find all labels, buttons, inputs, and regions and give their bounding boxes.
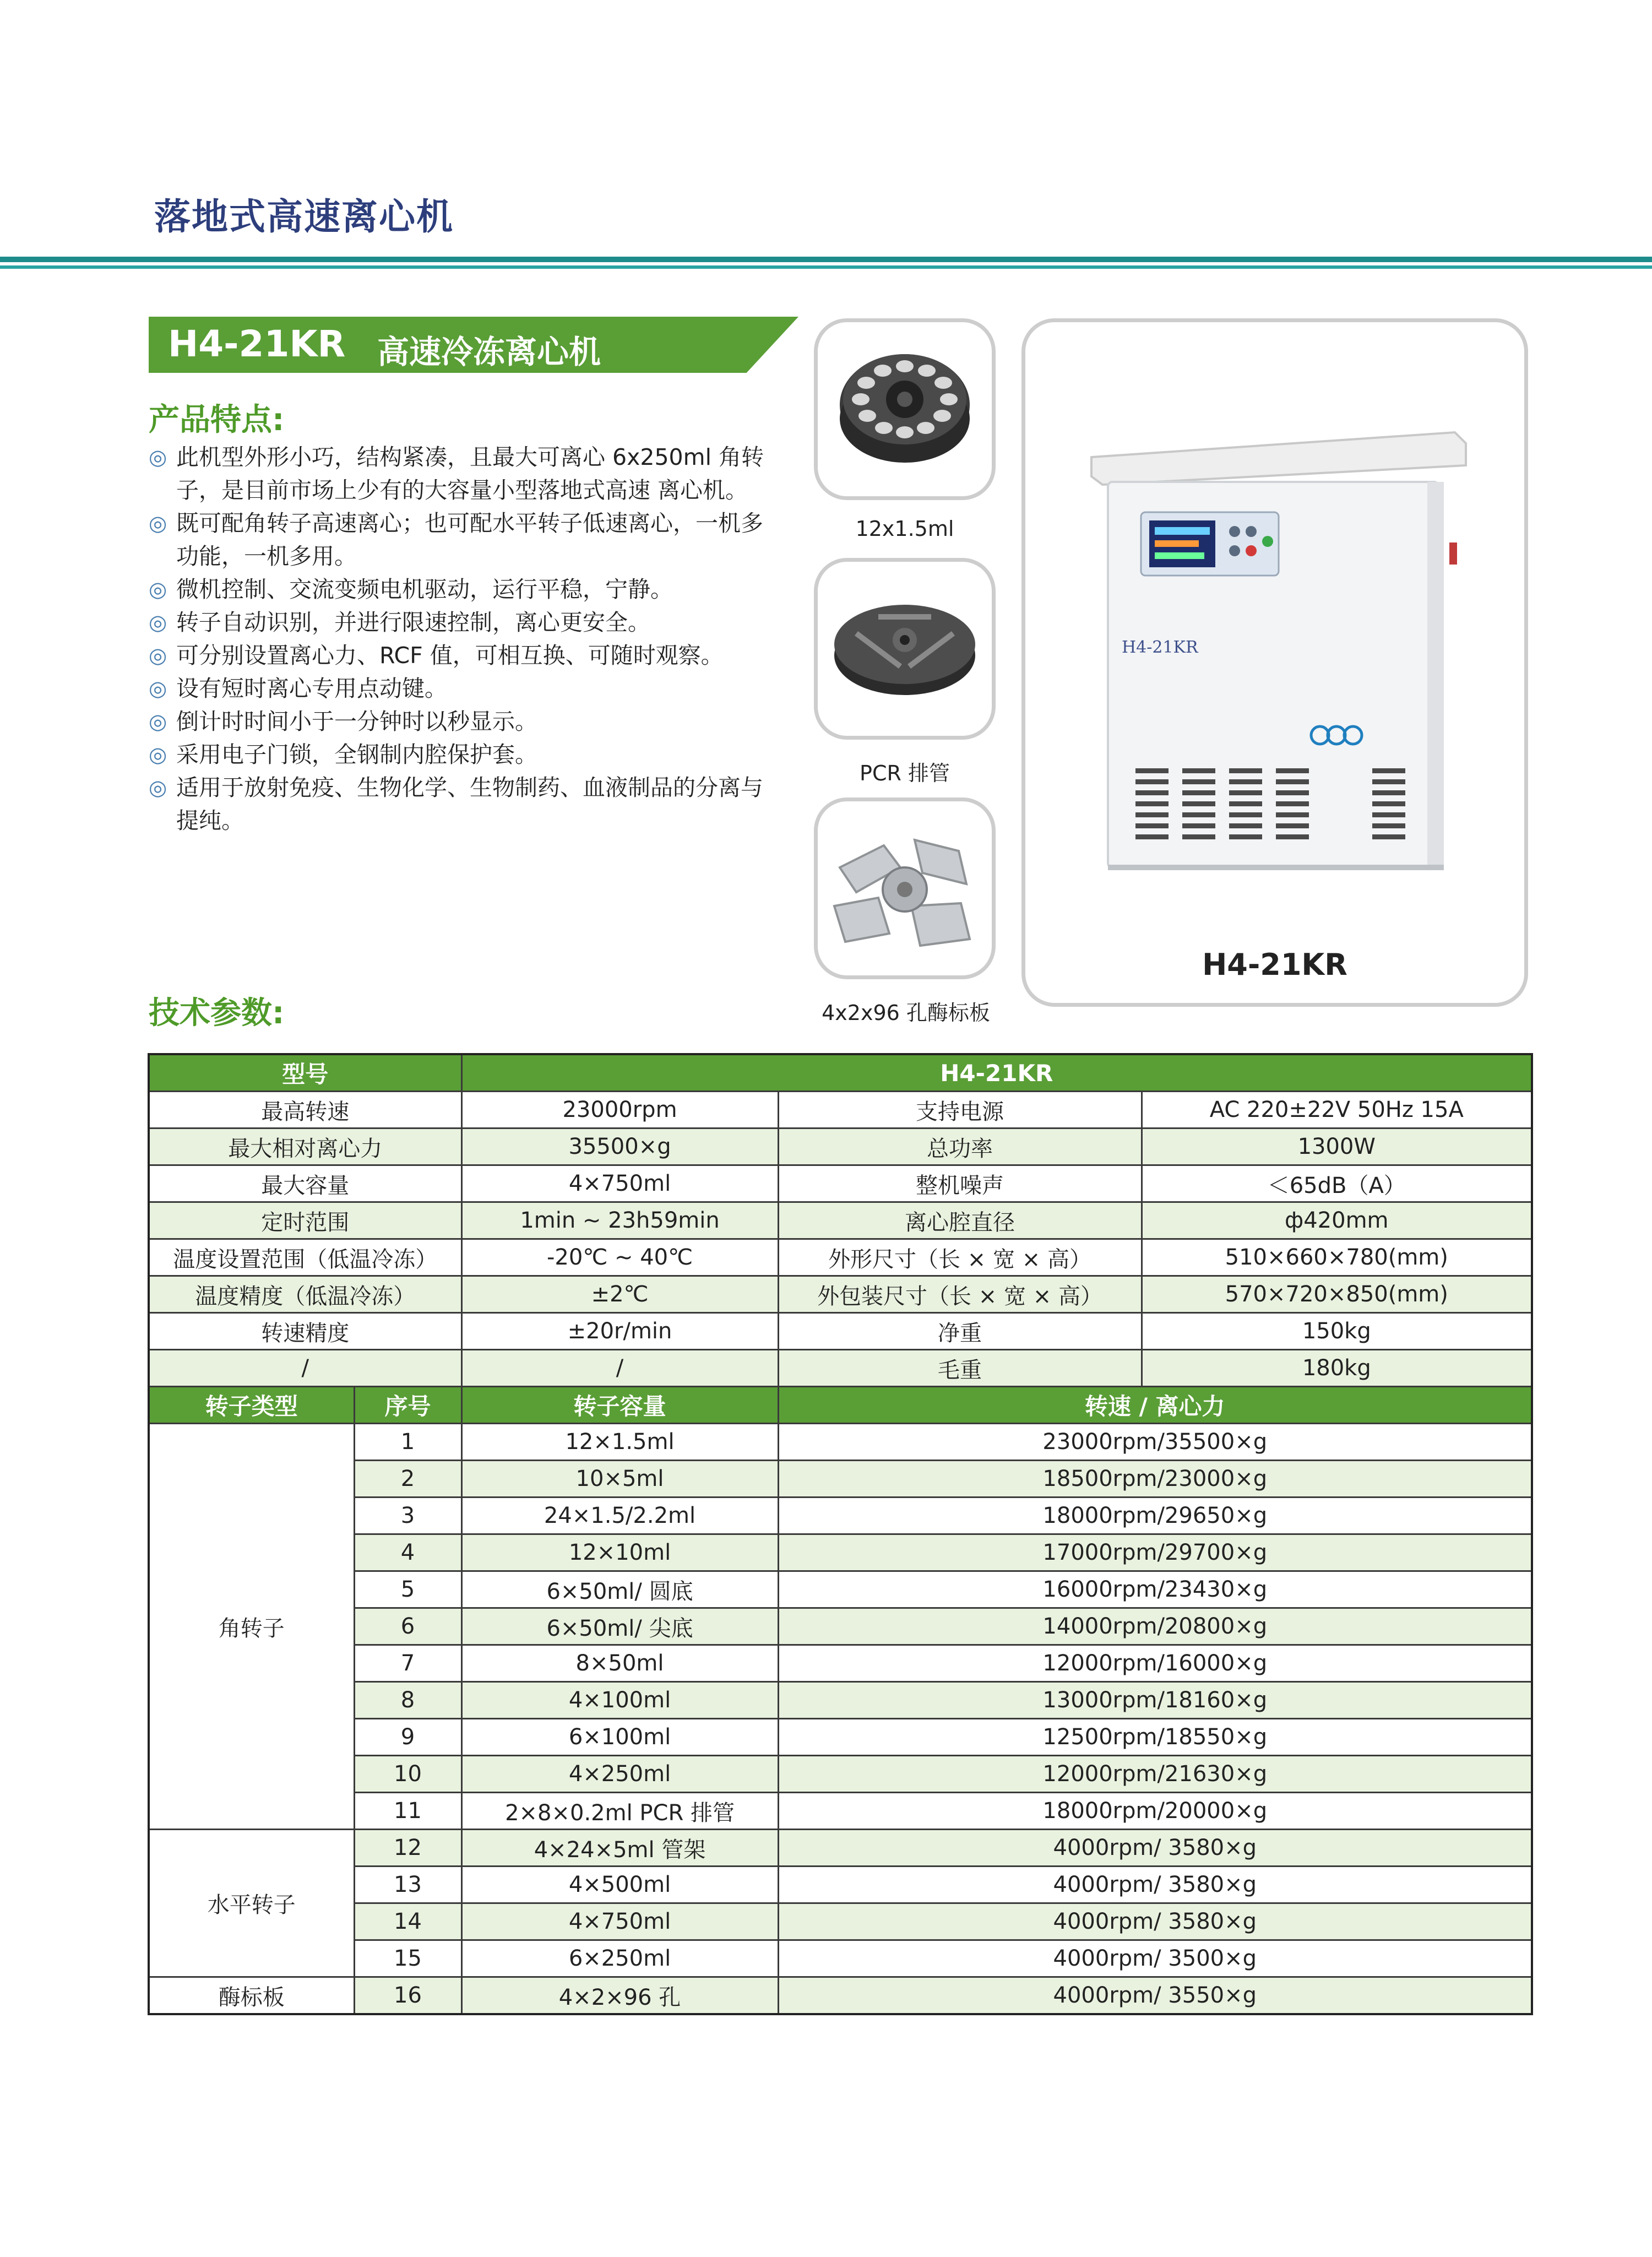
rotor-index: 1 (354, 1424, 461, 1461)
feature-item (149, 606, 776, 639)
bullet-icon: ◎ (149, 577, 167, 601)
table-header-row (149, 1054, 1532, 1092)
bullet-icon: ◎ (149, 775, 167, 800)
feature-text: 可分别设置离心力、RCF 值，可相互换、可随时观察。 (176, 642, 724, 669)
spec-value: ±2℃ (461, 1276, 778, 1313)
rotor-index: 7 (354, 1645, 461, 1682)
spec-value: ＜65dB（A） (1142, 1165, 1532, 1202)
spec-label: 毛重 (778, 1350, 1142, 1387)
bullet-icon: ◎ (149, 643, 167, 668)
tech-heading: 技术参数: (149, 995, 285, 1031)
rotor-row (149, 1977, 1532, 2015)
feature-item (149, 507, 776, 573)
rotor-index: 8 (354, 1682, 461, 1719)
rotor-capacity: 6×100ml (461, 1719, 778, 1756)
rotor-index: 13 (354, 1867, 461, 1903)
rotor-header-cell: 转速 / 离心力 (778, 1387, 1532, 1424)
spec-row (149, 1092, 1532, 1128)
spec-value: 180kg (1142, 1350, 1532, 1387)
spec-row (149, 1239, 1532, 1276)
spec-value: ±20r/min (461, 1313, 778, 1350)
rotor-speed: 12500rpm/18550×g (778, 1719, 1532, 1756)
rotor-speed: 18000rpm/29650×g (778, 1498, 1532, 1534)
rotor-speed: 4000rpm/ 3550×g (778, 1977, 1532, 2015)
spec-row (149, 1350, 1532, 1387)
angle-rotor-icon (818, 322, 992, 496)
rotor-capacity: 2×8×0.2ml PCR 排管 (461, 1793, 778, 1830)
rotor-type-cell: 角转子 (149, 1424, 354, 1830)
spec-label: 定时范围 (149, 1202, 461, 1239)
rotor-row (149, 1793, 1532, 1830)
spec-table (148, 1053, 1531, 2015)
spec-label: 温度设置范围（低温冷冻） (149, 1239, 461, 1276)
spec-label: 最大容量 (149, 1165, 461, 1202)
rotor-row (149, 1645, 1532, 1682)
feature-item (149, 573, 776, 606)
features-heading: 产品特点: (149, 402, 285, 438)
rotor-speed: 13000rpm/18160×g (778, 1682, 1532, 1719)
rotor-type-cell: 酶标板 (149, 1977, 354, 2015)
rotor-header-cell: 转子容量 (461, 1387, 778, 1424)
rotor-index: 3 (354, 1498, 461, 1534)
rotor-row (149, 1903, 1532, 1940)
rotor-capacity: 4×100ml (461, 1682, 778, 1719)
rotor-row (149, 1940, 1532, 1977)
spec-row (149, 1202, 1532, 1239)
feature-text: 微机控制、交流变频电机驱动，运行平稳，宁静。 (176, 576, 673, 603)
centrifuge-illustration (1025, 322, 1524, 1003)
rotor-header-cell: 转子类型 (149, 1387, 354, 1424)
product-caption: H4-21KR (1202, 947, 1347, 982)
spec-value: AC 220±22V 50Hz 15A (1142, 1092, 1532, 1128)
rotor-speed: 17000rpm/29700×g (778, 1534, 1532, 1571)
plate-rotor-icon (818, 801, 992, 975)
spec-value: ф420mm (1142, 1202, 1532, 1239)
feature-text: 转子自动识别，并进行限速控制，离心更安全。 (176, 609, 650, 636)
feature-item (149, 672, 776, 705)
rotor-row (149, 1534, 1532, 1571)
rotor-capacity: 24×1.5/2.2ml (461, 1498, 778, 1534)
rotor-type-cell: 水平转子 (149, 1830, 354, 1977)
rotor-capacity: 6×250ml (461, 1940, 778, 1977)
rotor-capacity: 4×24×5ml 管架 (461, 1830, 778, 1867)
rotor-speed: 4000rpm/ 3580×g (778, 1867, 1532, 1903)
rotor-row (149, 1461, 1532, 1498)
spec-label: / (149, 1350, 461, 1387)
rotor-capacity: 8×50ml (461, 1645, 778, 1682)
bullet-icon: ◎ (149, 610, 167, 634)
model-value-cell: H4-21KR (461, 1054, 1532, 1092)
rotor-row (149, 1571, 1532, 1608)
header-rule-thin (0, 265, 1652, 269)
feature-text: 倒计时时间小于一分钟时以秒显示。 (176, 708, 537, 735)
bullet-icon: ◎ (149, 676, 167, 701)
rotor-speed: 18500rpm/23000×g (778, 1461, 1532, 1498)
rotor-index: 5 (354, 1571, 461, 1608)
rotor-row (149, 1830, 1532, 1867)
rotor-capacity: 4×750ml (461, 1903, 778, 1940)
rotor-capacity: 12×10ml (461, 1534, 778, 1571)
rotor-row (149, 1498, 1532, 1534)
rotor-header-row (149, 1387, 1532, 1424)
rotor-capacity: 4×2×96 孔 (461, 1977, 778, 2015)
spec-row (149, 1313, 1532, 1350)
rotor-header-cell: 序号 (354, 1387, 461, 1424)
thumbnail-caption: 12x1.5ml (855, 517, 954, 541)
pcr-rotor-thumbnail (814, 558, 996, 740)
spec-row (149, 1165, 1532, 1202)
spec-value: 570×720×850(mm) (1142, 1276, 1532, 1313)
plate-rotor-thumbnail (814, 797, 996, 979)
spec-value: -20℃ ~ 40℃ (461, 1239, 778, 1276)
rotor-capacity: 12×1.5ml (461, 1424, 778, 1461)
rotor-row (149, 1867, 1532, 1903)
feature-text: 此机型外形小巧，结构紧凑，且最大可离心 6x250ml 角转子，是目前市场上少有的大容量小型落地式高速 离心机。 (176, 444, 764, 503)
feature-item (149, 441, 776, 507)
feature-item (149, 738, 776, 771)
spec-label: 外包装尺寸（长 × 宽 × 高） (778, 1276, 1142, 1313)
spec-value: 4×750ml (461, 1165, 778, 1202)
spec-row (149, 1276, 1532, 1313)
spec-label: 净重 (778, 1313, 1142, 1350)
banner-product-name: 高速冷冻离心机 (377, 333, 601, 371)
spec-label: 整机噪声 (778, 1165, 1142, 1202)
angle-rotor-thumbnail (814, 318, 996, 500)
rotor-speed: 4000rpm/ 3500×g (778, 1940, 1532, 1977)
rotor-index: 15 (354, 1940, 461, 1977)
spec-label: 外形尺寸（长 × 宽 × 高） (778, 1239, 1142, 1276)
rotor-speed: 14000rpm/20800×g (778, 1608, 1532, 1645)
rotor-row (149, 1608, 1532, 1645)
rotor-index: 9 (354, 1719, 461, 1756)
rotor-row (149, 1682, 1532, 1719)
product-image-frame (1021, 318, 1528, 1007)
rotor-speed: 16000rpm/23430×g (778, 1571, 1532, 1608)
thumbnail-caption: PCR 排管 (860, 761, 950, 785)
rotor-speed: 12000rpm/16000×g (778, 1645, 1532, 1682)
feature-text: 既可配角转子高速离心；也可配水平转子低速离心，一机多功能，一机多用。 (176, 510, 763, 569)
rotor-capacity: 6×50ml/ 尖底 (461, 1608, 778, 1645)
front-model-label: H4-21KR (1122, 638, 1198, 657)
rotor-index: 2 (354, 1461, 461, 1498)
header-rule (0, 257, 1652, 262)
bullet-icon: ◎ (149, 709, 167, 734)
rotor-index: 14 (354, 1903, 461, 1940)
spec-value: 23000rpm (461, 1092, 778, 1128)
spec-label: 温度精度（低温冷冻） (149, 1276, 461, 1313)
rotor-speed: 18000rpm/20000×g (778, 1793, 1532, 1830)
thumbnail-caption: 4x2x96 孔酶标板 (822, 1001, 990, 1025)
rotor-speed: 23000rpm/35500×g (778, 1424, 1532, 1461)
rotor-index: 6 (354, 1608, 461, 1645)
spec-label: 最高转速 (149, 1092, 461, 1128)
rotor-capacity: 10×5ml (461, 1461, 778, 1498)
model-label-cell: 型号 (149, 1054, 461, 1092)
feature-list (149, 441, 776, 837)
rotor-row (149, 1756, 1532, 1793)
feature-text: 适用于放射免疫、生物化学、生物制药、血液制品的分离与提纯。 (176, 774, 763, 834)
rotor-index: 16 (354, 1977, 461, 2015)
rotor-row (149, 1424, 1532, 1461)
feature-item (149, 771, 776, 837)
rotor-row (149, 1719, 1532, 1756)
page-title: 落地式高速离心机 (154, 196, 454, 238)
spec-value: / (461, 1350, 778, 1387)
rotor-speed: 4000rpm/ 3580×g (778, 1903, 1532, 1940)
spec-value: 1300W (1142, 1128, 1532, 1165)
rotor-speed: 12000rpm/21630×g (778, 1756, 1532, 1793)
feature-text: 设有短时离心专用点动键。 (176, 675, 447, 702)
rotor-index: 4 (354, 1534, 461, 1571)
bullet-icon: ◎ (149, 511, 167, 535)
rotor-capacity: 4×250ml (461, 1756, 778, 1793)
spec-label: 转速精度 (149, 1313, 461, 1350)
rotor-capacity: 4×500ml (461, 1867, 778, 1903)
feature-item (149, 705, 776, 738)
spec-label: 总功率 (778, 1128, 1142, 1165)
rotor-index: 10 (354, 1756, 461, 1793)
rotor-index: 12 (354, 1830, 461, 1867)
spec-label: 离心腔直径 (778, 1202, 1142, 1239)
feature-item (149, 639, 776, 672)
spec-value: 150kg (1142, 1313, 1532, 1350)
rotor-index: 11 (354, 1793, 461, 1830)
bullet-icon: ◎ (149, 445, 167, 469)
feature-text: 采用电子门锁，全钢制内腔保护套。 (176, 741, 537, 768)
spec-value: 35500×g (461, 1128, 778, 1165)
bullet-icon: ◎ (149, 742, 167, 767)
pcr-rotor-icon (818, 562, 992, 736)
rotor-speed: 4000rpm/ 3580×g (778, 1830, 1532, 1867)
spec-row (149, 1128, 1532, 1165)
rotor-capacity: 6×50ml/ 圆底 (461, 1571, 778, 1608)
spec-value: 510×660×780(mm) (1142, 1239, 1532, 1276)
spec-label: 支持电源 (778, 1092, 1142, 1128)
spec-label: 最大相对离心力 (149, 1128, 461, 1165)
spec-value: 1min ~ 23h59min (461, 1202, 778, 1239)
banner-model: H4-21KR (168, 323, 346, 365)
